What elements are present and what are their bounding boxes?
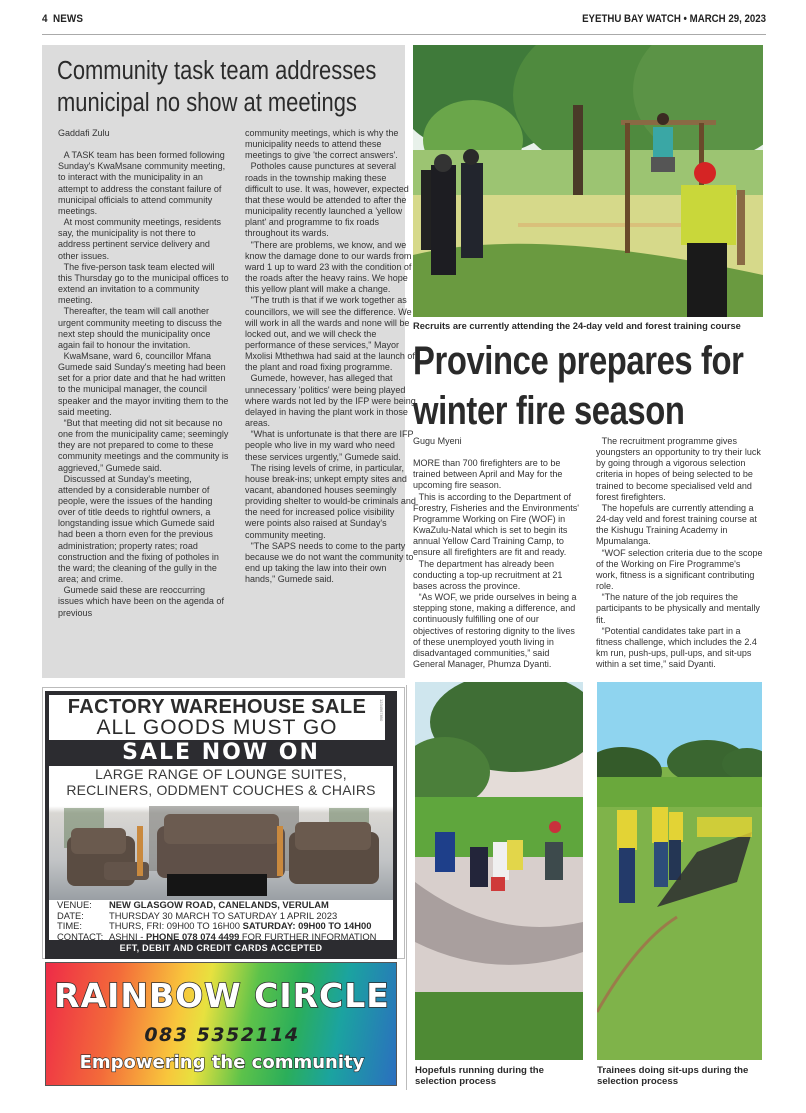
paragraph: "The truth is that if we work together as councillors, we will see the difference. We will work in all the wards and none will be locked out, and we will check the performance of these services," Mayor Mxolisi Mthethwa had said at the launch of the plant and road fixing programme. [245,295,415,374]
time-saturday: SATURDAY: 09H00 TO 14H00 [242,920,372,931]
paragraph: A TASK team has been formed following Sunday's KwaMsane community meeting, to interact with the municipality in an attempt to address the constant failure of municipal officials to attend community meetings. [58,150,226,217]
photo-running-image [415,682,583,1060]
headline-line-2: winter fire season [413,389,685,433]
contact-label: CONTACT: [57,930,104,942]
article-column-1 [58,128,229,619]
article-headline [57,55,377,119]
headline-line-1: Community task team addresses [57,57,377,85]
column-divider [406,685,407,1090]
paragraph: "There are problems, we know, and we know the damage done to our wards from ward 1 up to ward 23 with the condition of the roads after the heavy rains. We hope this yellow plant will make a change. [245,239,412,296]
venue-label: VENUE: [57,899,92,910]
photo-situps-image [597,682,762,1060]
ad-details [49,900,393,940]
paragraph: “The nature of the job requires the participants to be physically and mentally fit. [596,592,760,626]
section-name: NEWS [52,13,84,25]
ad-subtitle: ALL GOODS MUST GO [96,716,338,739]
ad-furniture-photo [49,766,393,900]
photo-trainees-situps [597,682,762,1060]
contact-name: ASHNI - [109,930,144,942]
photo-hopefuls-running [415,682,583,1060]
paragraph: The five-person task team elected will this Thursday go to the municipal offices to extend an invitation to a community meeting. [58,261,229,307]
ad-title: FACTORY WAREHOUSE SALE [67,696,367,718]
ad-factory-warehouse-sale[interactable] [45,691,397,959]
photo-pullup-training [413,45,763,317]
paragraph: "The SAPS needs to come to the party because we do not want the community to end up taking the law into their own hands," Gumede said. [245,540,414,586]
byline: Gaddafi Zulu [58,128,110,139]
paragraph: MORE than 700 firefighters are to be trained between April and May for the upcoming fire season. [413,458,563,492]
paragraph: “What is unfortunate is that there are IFP people who live in my ward who need these services urgently,” Gumede said. [245,429,414,463]
paragraph: Gumede, however, has alleged that unnecessary 'politics' were being played where wards not led by the IFP were being delayed in having the plant work in those areas. [245,373,416,430]
date-value: THURSDAY 30 MARCH TO SATURDAY 1 APRIL 2023 [109,909,338,921]
paragraph: “But that meeting did not sit because no one from the municipality came; seemingly they are not prepared to come to these community meetings and the community is aggrieved,” Gumede said. [58,417,229,474]
paragraph: At most community meetings, residents say, the municipality is not there to address pertinent service delivery and other issues. [58,217,222,262]
paragraph: “As WOF, we pride ourselves in being a stepping stone, making a difference, and continuously fulfilling one of our objectives of restoring dignity to the lives of these unemployed youth living in disadvantaged communities,” said General Manager, Phumza Dyanti. [413,592,577,670]
ad-tagline: Empowering the community [79,1052,365,1073]
sofa-illustration [49,766,393,900]
ad-rainbow-circle[interactable] [45,962,397,1086]
paragraph: “Potential candidates take part in a fitness challenge, which includes the 2.4 km run, push-ups, pull-ups, and sit-ups within a set time,” said Dyanti. [596,625,757,671]
headline-line-1: Province prepares for [413,339,744,383]
paragraph: The hopefuls are currently attending a 24-day veld and forest training course at the Kishugu Training Academy in Mpumalanga. [596,502,757,548]
article-headline-fire-season [413,336,744,436]
time-weekday: THURS, FRI: 09H00 TO 16H00 [109,920,240,931]
paragraph: Gumede said these are reoccurring issues which have been on the agenda of previous [58,585,224,619]
ad-header [49,695,385,740]
photo-caption-running: Hopefuls running during the selection process [415,1065,544,1087]
paragraph: The rising levels of crime, in particular, house break-ins; unkept empty sites and vacant, abandoned houses seemingly providing shelter to would-be criminals and the need for increased police visibility were points also raised at Sunday's community meeting. [245,462,416,541]
ad-payment-note: EFT, DEBIT AND CREDIT CARDS ACCEPTED [119,943,323,953]
paragraph: community meetings, which is why the municipality needs to attend these meetings to give 'the correct answers'. [245,128,399,162]
time-label: TIME: [57,920,82,931]
article-column-2 [245,128,416,585]
contact-phone: PHONE 078 074 4499 [146,930,240,942]
paragraph: Discussed at Sunday's meeting, attended by a considerable number of people, were the issues of the handing over of title deeds to rightful owners, a longstanding issue which Gumede said had been a thorn even for the previous administration; property rates; road construction and the fixing of potholes in the ward; the cleaning of the gully in the area; and crime. [58,473,219,586]
ad-title: RAINBOW CIRCLE [54,976,390,1015]
range-line-1: LARGE RANGE OF LOUNGE SUITES, [95,766,347,782]
ad-phone: 083 5352114 [144,1024,300,1046]
date-label: DATE: [57,909,84,921]
article-column-2 [596,436,763,670]
photo-pullup-image [413,45,763,317]
article-community-task-team [42,45,416,678]
paragraph: Potholes cause punctures at several roads in the township making these difficult to use. It was, however, expected that these would be attended to after the municipality recently launched a 'yellow plant' and programme to fix roads throughout its wards. [245,161,409,240]
range-line-2: RECLINERS, ODDMENT COUCHES & CHAIRS [66,782,376,798]
contact-suffix: FOR FURTHER INFORMATION [241,930,377,942]
paragraph: This is according to the Department of Forestry, Fisheries and the Environments' Programme Working on Fire (WOF) in KwaZulu-Natal which is set to begin its annual Yellow Card Training Camp, to ensure all firefighters are fit and ready. [413,491,579,559]
section-label [42,13,88,25]
byline: Gugu Myeni [413,436,462,447]
photo-caption-situps: Trainees doing sit-ups during the selection process [597,1065,749,1087]
ad-contact-row [57,932,389,943]
paragraph: The recruitment programme gives youngsters an opportunity to try their luck by going through a vigorous selection criteria in hopes of being selected to be trained to become specialised veld and forest firefighters. [596,436,761,503]
paragraph: KwaMsane, ward 6, councillor Mfana Gumede said Sunday's meeting had been set for a prior date and that he had written to the municipal manager, the council speaker and the mayor inviting them to the said meeting. [58,350,229,418]
paragraph: Thereafter, the team will call another urgent community meeting to discuss the next step should the municipality once again fail to honour the invitation. [58,306,222,351]
ad-sale-banner: SALE NOW ON [122,740,320,765]
article-column-1 [413,436,580,670]
masthead [42,13,766,35]
paragraph: The department has already been conducting a top-up recruitment at 21 bases across the province. [413,558,563,592]
venue-value: NEW GLASGOW ROAD, CANELANDS, VERULAM [109,899,329,910]
headline-line-2: municipal no show at meetings [57,89,357,117]
ad-ref-code: 1234567890 [379,699,384,722]
paragraph: “WOF selection criteria due to the scope of the Working on Fire Programme's work, fitness is a significant contributing role. [596,547,763,593]
photo-caption: Recruits are currently attending the 24-day veld and forest training course [413,321,741,332]
page-number: 4 [42,13,48,25]
publication-date: EYETHU BAY WATCH • MARCH 29, 2023 [582,13,766,25]
